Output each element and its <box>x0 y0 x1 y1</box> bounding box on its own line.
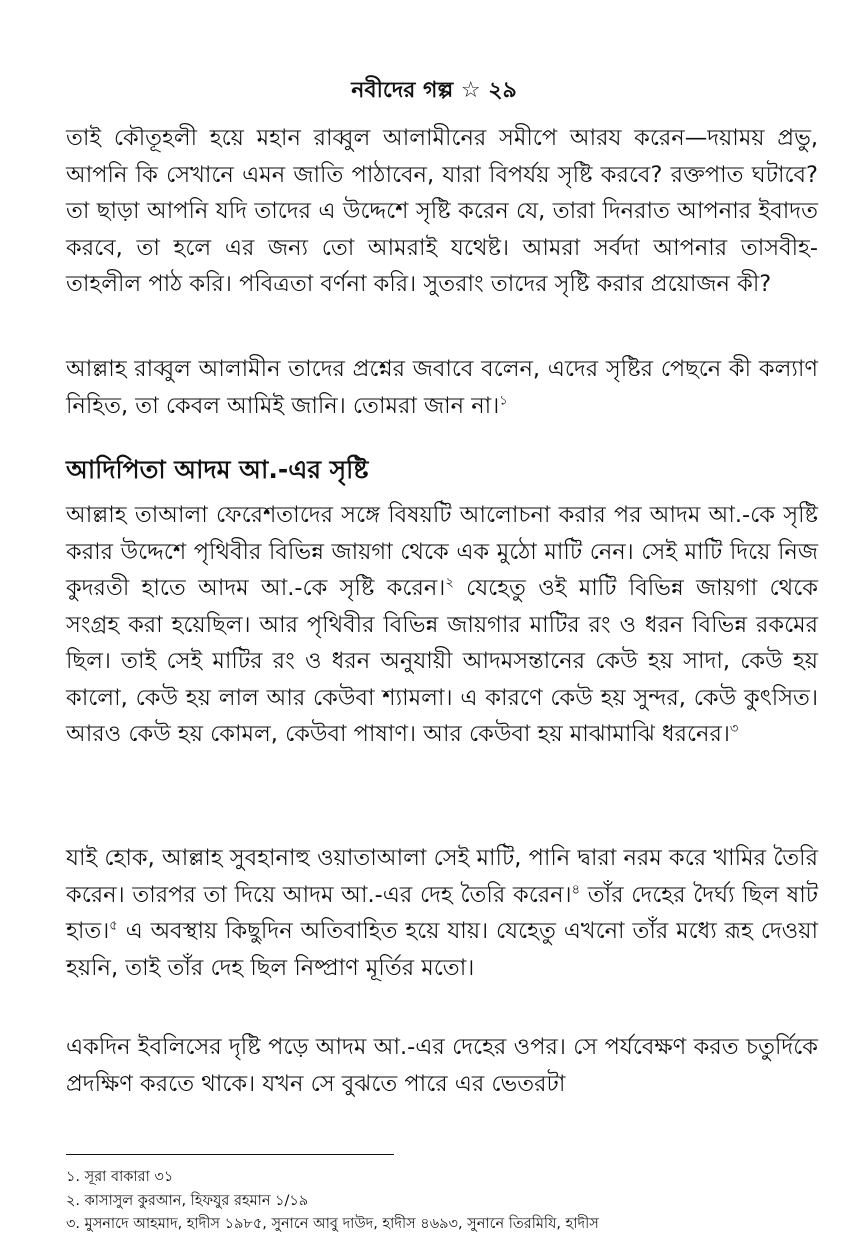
paragraph-text: একদিন ইবলিসের দৃষ্টি পড়ে আদম আ.-এর দেহের ওপর। সে পর্যবেক্ষণ করত চতুর্দিকে প্রদক্ষিণ করতে থাকে। যখন সে বুঝতে পারে এর ভেতরটা <box>66 1034 818 1097</box>
footnote-item: ৩. মুসনাদে আহমাদ, হাদীস ১৯৮৫, সুনানে আবু দাউদ, হাদীস ৪৬৯৩, সুনানে তিরমিযি, হাদীস <box>66 1216 599 1232</box>
paragraph-clay-body <box>66 840 818 986</box>
footnote-marker: ৪ <box>571 882 581 897</box>
running-head: নবীদের গল্প ☆ ২৯ <box>351 78 517 103</box>
footnote-marker: ৩ <box>729 721 739 737</box>
paragraph-iblis <box>66 1029 818 1102</box>
footnote-marker: ৫ <box>109 918 118 934</box>
paragraph-text: তাঁর দেহের দৈর্ঘ্য ছিল ষাট হাত। <box>66 881 818 944</box>
footnote-item: ১. সূরা বাকারা ৩১ <box>66 1169 174 1185</box>
footnotes-list <box>66 1166 826 1237</box>
paragraph-creation-of-adam <box>66 497 818 753</box>
section-heading: আদিপিতা আদম আ.-এর সৃষ্টি <box>66 455 369 484</box>
paragraph-text: আল্লাহ রাব্বুল আলামীন তাদের প্রশ্নের জবাবে বলেন, এদের সৃষ্টির পেছনে কী কল্যাণ নিহিত, তা কেবল আমিই জানি। তোমরা জান না। <box>66 356 818 419</box>
paragraph-text: যাই হোক, আল্লাহ সুবহানাহু ওয়াতাআলা সেই মাটি, পানি দ্বারা নরম করে খামির তৈরি করেন। তারপর তা দিয়ে আদম আ.-এর দেহ তৈরি করেন। <box>66 845 818 908</box>
paragraph-angels-question <box>66 120 818 303</box>
paragraph-text: আল্লাহ তাআলা ফেরেশতাদের সঙ্গে বিষয়টি আলোচনা করার পর আদম আ.-কে সৃষ্টি করার উদ্দেশে পৃথিবীর বিভিন্ন জায়গা থেকে এক মুঠো মাটি নেন। সেই মাটি দিয়ে নিজ কুদরতী হাতে আদম আ.-কে সৃষ্টি করেন। <box>66 502 818 601</box>
paragraph-text: যেহেতু ওই মাটি বিভিন্ন জায়গা থেকে সংগ্রহ করা হয়েছিল। আর পৃথিবীর বিভিন্ন জায়গার মাটির রং ও ধরন বিভিন্ন রকমের ছিল। তাই সেই মাটির রং ও ধরন অনুযায়ী আদমসন্তানের কেউ হয় সাদা, কেউ হয় কালো, কেউ হয় লাল আর কেউবা শ্যামলা। এ কারণে কেউ হয় সুন্দর, কেউ কুৎসিত। আরও কেউ হয় কোমল, কেউবা পাষাণ। আর কেউবা হয় মাঝামাঝি ধরনের। <box>66 575 818 747</box>
footnote-marker: ২ <box>445 575 454 591</box>
paragraph-text: তাই কৌতূহলী হয়ে মহান রাব্বুল আলামীনের সমীপে আরয করেন—দয়াময় প্রভু, আপনি কি সেখানে এমন জাতি পাঠাবেন, যারা বিপর্যয় সৃষ্টি করবে? রক্তপাত ঘটাবে? তা ছাড়া আপনি যদি তাদের এ উদ্দেশে সৃষ্টি করেন যে, তারা দিনরাত আপনার ইবাদত করবে, তা হলে এর জন্য তো আমরাই যথেষ্ট। আমরা সর্বদা আপনার তাসবীহ-তাহলীল পাঠ করি। পবিত্রতা বর্ণনা করি। সুতরাং তাদের সৃষ্টি করার প্রয়োজন কী? <box>66 125 818 297</box>
footnote-item: ২. কাসাসুল কুরআন, হিফযুর রহমান ১/১৯ <box>66 1192 309 1209</box>
footnote-divider <box>66 1154 394 1155</box>
paragraph-allah-reply <box>66 351 818 424</box>
footnote-marker: ১ <box>499 393 508 408</box>
paragraph-text: এ অবস্থায় কিছুদিন অতিবাহিত হয়ে যায়। যেহেতু এখনো তাঁর মধ্যে রূহ দেওয়া হয়নি, তাই তাঁর দেহ ছিল নিষ্প্রাণ মূর্তির মতো। <box>66 918 818 981</box>
